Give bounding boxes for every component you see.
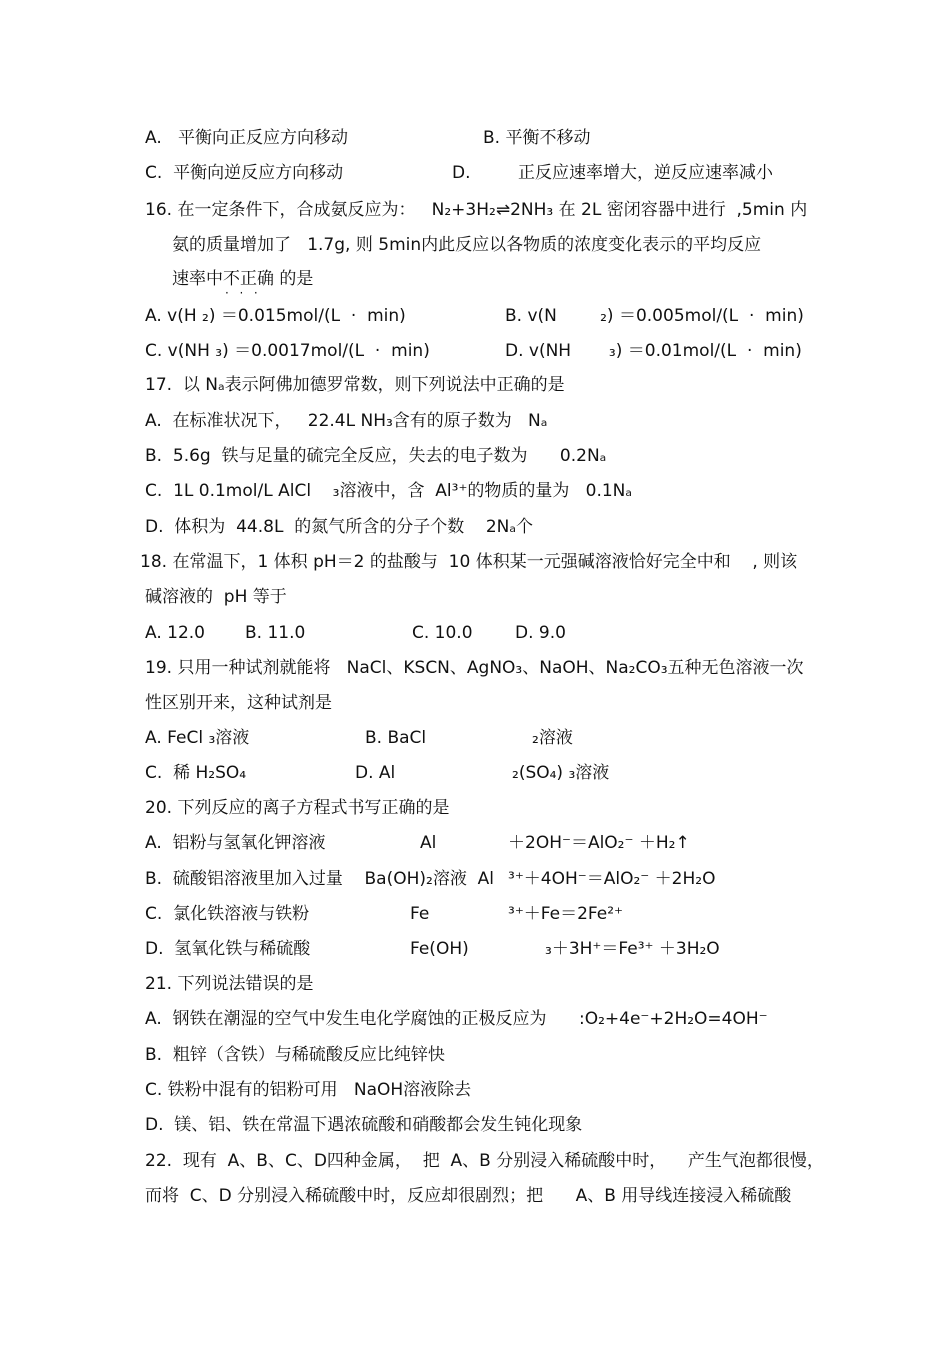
- q15-option-d-letter: D.: [452, 163, 471, 183]
- q19-row-ab: [0, 725, 950, 751]
- q20-option-a-eq1: Al: [420, 833, 437, 853]
- q16-stem-text-1: 16. 在一定条件下，合成氨反应为： N₂+3H₂⇌2NH₃ 在 2L 密闭容器中进行 ,5min 内: [145, 200, 808, 220]
- q19-option-c: C. 稀 H₂SO₄: [145, 763, 247, 783]
- q17-stem: [0, 372, 950, 398]
- q20-option-a: [0, 830, 950, 856]
- q16-option-d: D. v(NH ₃) ＝0.01mol/(L · min): [505, 341, 802, 361]
- q16-stem-3: [0, 266, 950, 292]
- q18-option-a: A. 12.0: [145, 623, 205, 643]
- q19-option-b-tail: ₂溶液: [532, 728, 573, 748]
- q20-option-c-eq1: Fe: [410, 904, 430, 924]
- q20-option-a-eq2: ＋2OH⁻＝AlO₂⁻ ＋H₂↑: [508, 833, 690, 853]
- q18-options: [0, 620, 950, 646]
- q17-option-b-text: B. 5.6g 铁与足量的硫完全反应，失去的电子数为 0.2Nₐ: [145, 446, 607, 466]
- q20-stem-text: 20. 下列反应的离子方程式书写正确的是: [145, 798, 450, 818]
- q19-stem-1: [0, 655, 950, 681]
- q16-row-ab: [0, 303, 950, 329]
- q19-row-cd: [0, 760, 950, 786]
- q15-row-ab: [0, 125, 950, 151]
- q20-option-d: [0, 936, 950, 962]
- q16-option-c: C. v(NH ₃) ＝0.0017mol/(L · min): [145, 341, 430, 361]
- q21-option-c-text: C. 铁粉中混有的铝粉可用 NaOH溶液除去: [145, 1080, 472, 1100]
- q20-option-c-text: C. 氯化铁溶液与铁粉: [145, 904, 310, 924]
- q19-option-b: B. BaCl: [365, 728, 427, 748]
- q22-stem-2: [0, 1183, 950, 1209]
- q16-option-a: A. v(H ₂) ＝0.015mol/(L · min): [145, 306, 406, 326]
- q18-stem-1: [0, 549, 950, 575]
- q18-stem-2: [0, 584, 950, 610]
- q19-stem-2: [0, 690, 950, 716]
- q20-option-b: [0, 866, 950, 892]
- q21-option-d: [0, 1112, 950, 1138]
- q18-stem-text-1: 18. 在常温下，1 体积 pH＝2 的盐酸与 10 体积某一元强碱溶液恰好完全中和 , 则该: [140, 552, 798, 572]
- q20-stem: [0, 795, 950, 821]
- q20-option-b-eq: ³⁺＋4OH⁻＝AlO₂⁻ ＋2H₂O: [508, 869, 716, 889]
- q21-option-a-text: A. 钢铁在潮湿的空气中发生电化学腐蚀的正极反应为 :O₂+4e⁻+2H₂O=4OH⁻: [145, 1009, 768, 1029]
- q17-option-a: [0, 408, 950, 434]
- q16-stem-text-2: 氨的质量增加了 1.7g, 则 5min内此反应以各物质的浓度变化表示的平均反应: [172, 235, 762, 255]
- q17-option-a-text: A. 在标准状况下， 22.4L NH₃含有的原子数为 Nₐ: [145, 411, 548, 431]
- q22-stem-text-1: 22. 现有 A、B、C、D四种金属， 把 A、B 分别浸入稀硫酸中时， 产生气泡都很慢，: [145, 1151, 824, 1171]
- q21-option-b: [0, 1042, 950, 1068]
- q21-option-a: [0, 1006, 950, 1032]
- q15-option-c: C. 平衡向逆反应方向移动: [145, 163, 344, 183]
- q22-stem-1: [0, 1148, 950, 1174]
- q19-stem-text-2: 性区别开来，这种试剂是: [145, 693, 332, 713]
- q17-option-d-text: D. 体积为 44.8L 的氮气所含的分子个数 2Nₐ个: [145, 517, 534, 537]
- q19-option-a: A. FeCl ₃溶液: [145, 728, 250, 748]
- q16-stem-2: [0, 232, 950, 258]
- q18-option-c: C. 10.0: [412, 623, 473, 643]
- q16-stem-text-3: [172, 266, 313, 292]
- q15-option-a: A. 平衡向正反应方向移动: [145, 128, 348, 148]
- q16-stem-1: [0, 197, 950, 223]
- q18-option-d: D. 9.0: [515, 623, 566, 643]
- q21-stem-text: 21. 下列说法错误的是: [145, 974, 314, 994]
- q21-option-c: [0, 1077, 950, 1103]
- q20-option-d-eq1: Fe(OH): [410, 939, 469, 959]
- q21-stem: [0, 971, 950, 997]
- q15-option-d-text: 正反应速率增大，逆反应速率减小: [518, 163, 773, 183]
- q15-row-cd: [0, 160, 950, 186]
- q17-stem-text: 17. 以 Nₐ表示阿佛加德罗常数，则下列说法中正确的是: [145, 375, 565, 395]
- q18-stem-text-2: 碱溶液的 pH 等于: [145, 587, 287, 607]
- q22-stem-text-2: 而将 C、D 分别浸入稀硫酸中时，反应却很剧烈；把 A、B 用导线连接浸入稀硫酸: [145, 1186, 792, 1206]
- q20-option-d-text: D. 氢氧化铁与稀硫酸: [145, 939, 311, 959]
- q19-option-d: D. Al: [355, 763, 396, 783]
- q19-option-d-tail: ₂(SO₄) ₃溶液: [512, 763, 610, 783]
- q16-stem-3c: 的是: [274, 269, 314, 289]
- q17-option-c-text: C. 1L 0.1mol/L AlCl ₃溶液中，含 Al³⁺的物质的量为 0.1Nₐ: [145, 481, 633, 501]
- q16-stem-3a: 速率中: [172, 269, 223, 289]
- q17-option-b: [0, 443, 950, 469]
- q20-option-a-text: A. 铝粉与氢氧化钾溶液: [145, 833, 326, 853]
- q20-option-c: [0, 901, 950, 927]
- q16-option-b: B. v(N ₂) ＝0.005mol/(L · min): [505, 306, 804, 326]
- q19-stem-text-1: 19. 只用一种试剂就能将 NaCl、KSCN、AgNO₃、NaOH、Na₂CO₃五种无色溶液一次: [145, 658, 804, 678]
- q18-option-b: B. 11.0: [245, 623, 306, 643]
- q16-row-cd: [0, 338, 950, 364]
- q20-option-c-eq2: ³⁺＋Fe＝2Fe²⁺: [508, 904, 624, 924]
- q15-option-b: B. 平衡不移动: [483, 128, 591, 148]
- q21-option-d-text: D. 镁、铝、铁在常温下遇浓硫酸和硝酸都会发生钝化现象: [145, 1115, 583, 1135]
- q16-emphasis-text: 不正确 · · ·: [223, 266, 274, 292]
- q17-option-d: [0, 514, 950, 540]
- q20-option-b-text: B. 硫酸铝溶液里加入过量 Ba(OH)₂溶液 Al: [145, 869, 494, 889]
- q21-option-b-text: B. 粗锌（含铁）与稀硫酸反应比纯锌快: [145, 1045, 445, 1065]
- q17-option-c: [0, 478, 950, 504]
- q20-option-d-eq2: ₃＋3H⁺＝Fe³⁺ ＋3H₂O: [545, 939, 720, 959]
